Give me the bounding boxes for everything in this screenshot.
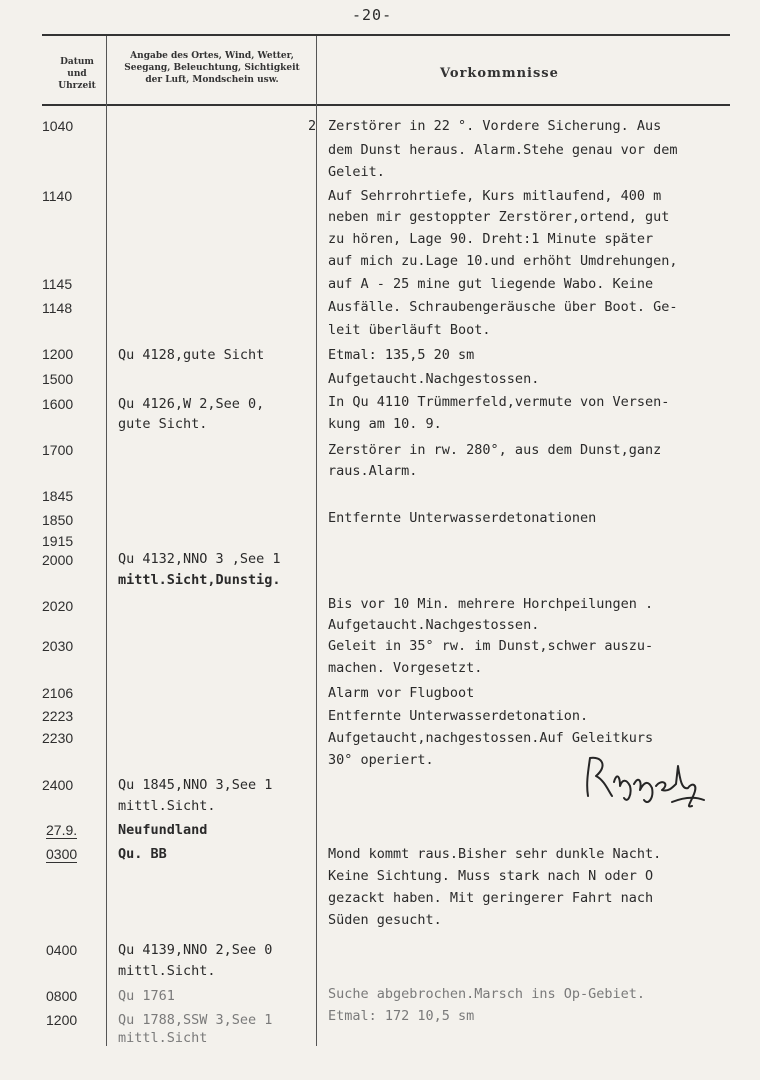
time-entry: 1200 bbox=[46, 1012, 78, 1028]
event-line: zu hören, Lage 90. Dreht:1 Minute später bbox=[328, 231, 654, 247]
time-entry: 2000 bbox=[42, 552, 74, 568]
event-line: leit überläuft Boot. bbox=[328, 322, 491, 338]
time-entry: 1850 bbox=[42, 512, 74, 528]
event-line: raus.Alarm. bbox=[328, 463, 418, 479]
location-entry: Qu. BB bbox=[118, 846, 167, 862]
event-line: Aufgetaucht.Nachgestossen. bbox=[328, 371, 540, 387]
event-line: Etmal: 135,5 20 sm bbox=[328, 347, 475, 363]
event-line: Keine Sichtung. Muss stark nach N oder O bbox=[328, 868, 654, 884]
event-line: Entfernte Unterwasserdetonationen bbox=[328, 510, 597, 526]
event-line: 30° operiert. bbox=[328, 752, 434, 768]
event-line: gezackt haben. Mit geringerer Fahrt nach bbox=[328, 890, 654, 906]
location-entry: gute Sicht. bbox=[118, 416, 208, 432]
header-bottom-rule bbox=[42, 104, 730, 106]
time-entry: 1200 bbox=[42, 346, 74, 362]
event-line: Bis vor 10 Min. mehrere Horchpeilungen . bbox=[328, 596, 654, 612]
event-line: Aufgetaucht,nachgestossen.Auf Geleitkurs bbox=[328, 730, 654, 746]
page-number: -20- bbox=[352, 6, 393, 24]
time-entry: 2030 bbox=[42, 638, 74, 654]
event-line: neben mir gestoppter Zerstörer,ortend, gut bbox=[328, 209, 670, 225]
location-entry: Qu 4128,gute Sicht bbox=[118, 347, 265, 363]
location-entry: Qu 1845,NNO 3,See 1 bbox=[118, 777, 273, 793]
time-entry: 1845 bbox=[42, 488, 74, 504]
event-line: Zerstörer in 22 °. Vordere Sicherung. Aus bbox=[328, 118, 662, 134]
time-entry: 2400 bbox=[42, 777, 74, 793]
event-line: auf mich zu.Lage 10.und erhöht Umdrehungen, bbox=[328, 253, 678, 269]
header-date-time: Datum und Uhrzeit bbox=[58, 57, 96, 91]
location-entry: Qu 1761 bbox=[118, 988, 175, 1004]
event-line: Geleit. bbox=[328, 164, 385, 180]
event-line: Süden gesucht. bbox=[328, 912, 442, 928]
event-line: Mond kommt raus.Bisher sehr dunkle Nacht. bbox=[328, 846, 662, 862]
time-entry: 2223 bbox=[42, 708, 74, 724]
event-line: Suche abgebrochen.Marsch ins Op-Gebiet. bbox=[328, 986, 645, 1002]
column-divider-2 bbox=[316, 36, 317, 1046]
event-line: In Qu 4110 Trümmerfeld,vermute von Versen- bbox=[328, 394, 670, 410]
event-line: Etmal: 172 10,5 sm bbox=[328, 1008, 475, 1024]
event-line: Zerstörer in rw. 280°, aus dem Dunst,ganz bbox=[328, 442, 662, 458]
time-entry: 0300 bbox=[46, 846, 78, 862]
time-entry: 2230 bbox=[42, 730, 74, 746]
event-line: Ausfälle. Schraubengeräusche über Boot. Ge- bbox=[328, 299, 678, 315]
time-entry: 2106 bbox=[42, 685, 74, 701]
time-entry: 1145 bbox=[42, 276, 73, 292]
time-entry: 1500 bbox=[42, 371, 74, 387]
location-entry: Neufundland bbox=[118, 822, 208, 838]
location-entry: Qu 4126,W 2,See 0, bbox=[118, 396, 265, 412]
time-entry: 2020 bbox=[42, 598, 74, 614]
table-top-rule bbox=[42, 34, 730, 36]
column-divider-1 bbox=[106, 36, 107, 1046]
location-entry: Qu 1788,SSW 3,See 1 bbox=[118, 1012, 273, 1028]
event-line: dem Dunst heraus. Alarm.Stehe genau vor dem bbox=[328, 142, 678, 158]
event-line: Entfernte Unterwasserdetonation. bbox=[328, 708, 589, 724]
header-location-weather: Angabe des Ortes, Wind, Wetter, Seegang, Beleuchtung, Sichtigkeit der Luft, Mondschein usw. bbox=[124, 51, 300, 85]
event-line: Auf Sehrrohrtiefe, Kurs mitlaufend, 400 m bbox=[328, 188, 662, 204]
time-entry: 0400 bbox=[46, 942, 78, 958]
event-line: machen. Vorgesetzt. bbox=[328, 660, 483, 676]
time-entry: 1700 bbox=[42, 442, 74, 458]
location-entry: Qu 4132,NNO 3 ,See 1 bbox=[118, 551, 281, 567]
location-entry: Qu 4139,NNO 2,See 0 bbox=[118, 942, 273, 958]
event-prefix: 2 bbox=[308, 118, 317, 134]
time-entry: 1040 bbox=[42, 118, 74, 134]
handwritten-signature bbox=[582, 746, 712, 816]
location-entry: mittl.Sicht bbox=[118, 1030, 208, 1046]
location-entry: mittl.Sicht. bbox=[118, 963, 216, 979]
event-line: Alarm vor Flugboot bbox=[328, 685, 475, 701]
event-line: kung am 10. 9. bbox=[328, 416, 442, 432]
time-entry: 1600 bbox=[42, 396, 74, 412]
time-entry: 1915 bbox=[42, 533, 74, 549]
date-entry: 27.9. bbox=[46, 822, 78, 838]
event-line: auf A - 25 mine gut liegende Wabo. Keine bbox=[328, 276, 654, 292]
time-entry: 1148 bbox=[42, 300, 73, 316]
event-line: Geleit in 35° rw. im Dunst,schwer auszu- bbox=[328, 638, 654, 654]
location-entry: mittl.Sicht. bbox=[118, 798, 216, 814]
header-events: Vorkommnisse bbox=[440, 66, 559, 81]
time-entry: 0800 bbox=[46, 988, 78, 1004]
event-line: Aufgetaucht.Nachgestossen. bbox=[328, 617, 540, 633]
time-entry: 1140 bbox=[42, 188, 73, 204]
location-entry: mittl.Sicht,Dunstig. bbox=[118, 572, 281, 588]
